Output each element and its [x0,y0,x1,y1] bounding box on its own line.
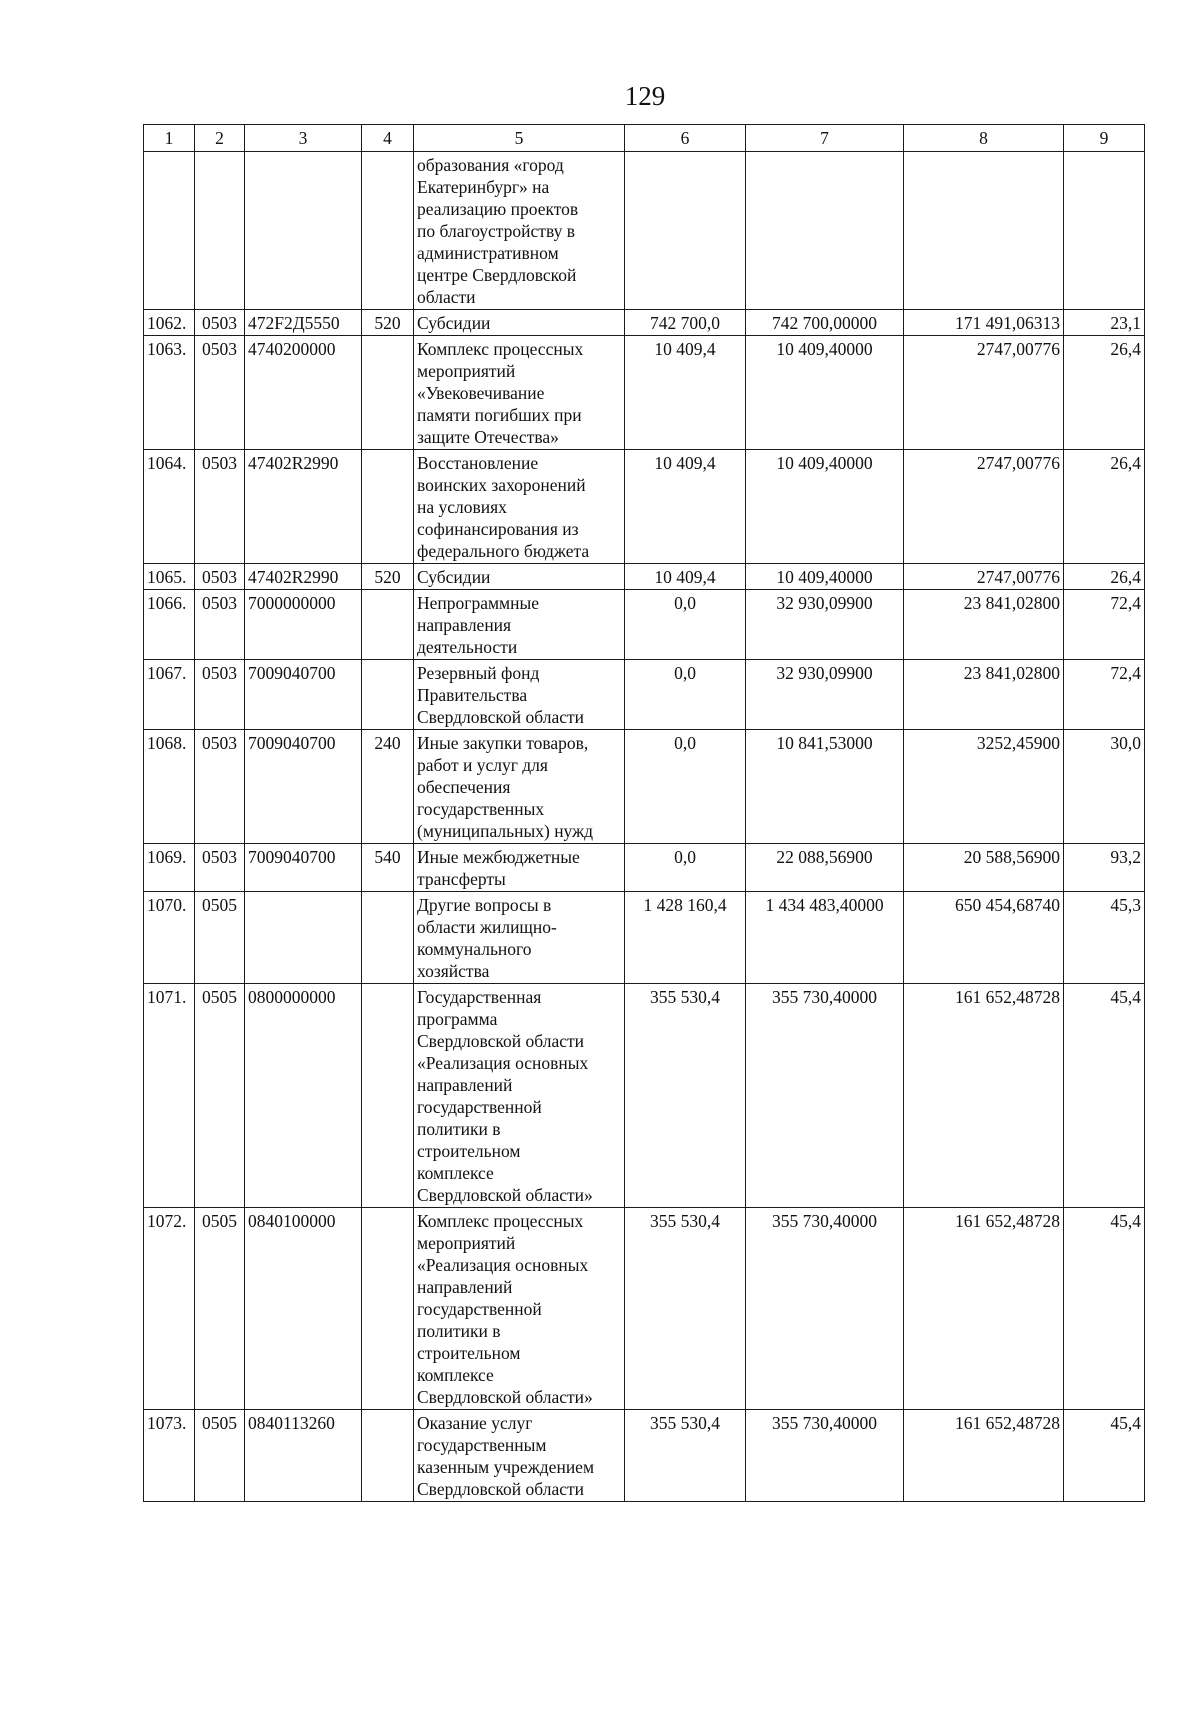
section-code [195,152,245,310]
value-col-8: 161 652,48728 [904,1208,1064,1410]
expense-type: 240 [362,730,414,844]
value-col-9: 45,4 [1064,984,1145,1208]
value-col-6: 0,0 [625,730,746,844]
section-code: 0505 [195,1410,245,1502]
item-name: Комплекс процессных мероприятий «Увековечивание памяти погибших при защите Отечества» [414,336,625,450]
item-name: Комплекс процессных мероприятий «Реализация основных направлений государственной политики в строительном комплексе Свердловской области» [414,1208,625,1410]
value-col-6: 355 530,4 [625,984,746,1208]
value-col-7: 355 730,40000 [746,1410,904,1502]
column-header-9: 9 [1064,125,1145,152]
value-col-7: 355 730,40000 [746,1208,904,1410]
expense-type [362,1410,414,1502]
value-col-9 [1064,152,1145,310]
target-code: 7009040700 [245,844,362,892]
row-number: 1064. [144,450,195,564]
row-number: 1069. [144,844,195,892]
item-name: Непрограммные направления деятельности [414,590,625,660]
item-name: Другие вопросы в области жилищно- коммунального хозяйства [414,892,625,984]
row-number: 1067. [144,660,195,730]
value-col-7: 32 930,09900 [746,660,904,730]
column-header-6: 6 [625,125,746,152]
value-col-7: 10 409,40000 [746,564,904,590]
value-col-9: 26,4 [1064,564,1145,590]
value-col-8: 2747,00776 [904,450,1064,564]
value-col-6: 10 409,4 [625,450,746,564]
value-col-8: 171 491,06313 [904,310,1064,336]
item-name: Оказание услуг государственным казенным учреждением Свердловской области [414,1410,625,1502]
target-code: 7009040700 [245,660,362,730]
table-row [144,152,1145,310]
expense-type [362,590,414,660]
value-col-8: 161 652,48728 [904,984,1064,1208]
expense-type [362,892,414,984]
value-col-7: 10 409,40000 [746,336,904,450]
budget-table [143,124,1145,1502]
row-number: 1068. [144,730,195,844]
row-number: 1070. [144,892,195,984]
value-col-6: 10 409,4 [625,336,746,450]
row-number: 1072. [144,1208,195,1410]
column-header-3: 3 [245,125,362,152]
target-code: 472F2Д5550 [245,310,362,336]
expense-type: 520 [362,564,414,590]
row-number: 1063. [144,336,195,450]
value-col-8: 23 841,02800 [904,590,1064,660]
item-name: Иные межбюджетные трансферты [414,844,625,892]
row-number: 1066. [144,590,195,660]
item-name: Государственная программа Свердловской области «Реализация основных направлений государственной политики в строительном комплексе Свердловской области» [414,984,625,1208]
table-row [144,844,1145,892]
section-code: 0505 [195,892,245,984]
value-col-9: 45,3 [1064,892,1145,984]
value-col-7: 742 700,00000 [746,310,904,336]
target-code: 0800000000 [245,984,362,1208]
target-code [245,152,362,310]
value-col-8: 20 588,56900 [904,844,1064,892]
target-code [245,892,362,984]
value-col-7: 355 730,40000 [746,984,904,1208]
value-col-8: 3252,45900 [904,730,1064,844]
section-code: 0505 [195,1208,245,1410]
item-name: Субсидии [414,564,625,590]
page-number: 129 [624,81,666,111]
expense-type [362,1208,414,1410]
value-col-7: 10 409,40000 [746,450,904,564]
row-number: 1073. [144,1410,195,1502]
value-col-8: 650 454,68740 [904,892,1064,984]
column-header-7: 7 [746,125,904,152]
target-code: 7009040700 [245,730,362,844]
expense-type [362,450,414,564]
expense-type [362,660,414,730]
value-col-6: 0,0 [625,590,746,660]
value-col-7: 22 088,56900 [746,844,904,892]
expense-type: 520 [362,310,414,336]
item-name: Восстановление воинских захоронений на условиях софинансирования из федерального бюджета [414,450,625,564]
column-header-4: 4 [362,125,414,152]
target-code: 47402R2990 [245,564,362,590]
row-number: 1065. [144,564,195,590]
header-row [144,125,1145,152]
value-col-6: 355 530,4 [625,1208,746,1410]
value-col-6: 0,0 [625,844,746,892]
row-number: 1071. [144,984,195,1208]
section-code: 0503 [195,336,245,450]
value-col-9: 72,4 [1064,590,1145,660]
table-row [144,450,1145,564]
row-number [144,152,195,310]
section-code: 0503 [195,450,245,564]
column-header-2: 2 [195,125,245,152]
value-col-6: 355 530,4 [625,1410,746,1502]
column-header-1: 1 [144,125,195,152]
value-col-6: 742 700,0 [625,310,746,336]
value-col-8 [904,152,1064,310]
value-col-6: 1 428 160,4 [625,892,746,984]
value-col-9: 26,4 [1064,450,1145,564]
table-row [144,310,1145,336]
value-col-9: 72,4 [1064,660,1145,730]
table-row [144,984,1145,1208]
table-row [144,336,1145,450]
section-code: 0503 [195,730,245,844]
value-col-8: 161 652,48728 [904,1410,1064,1502]
value-col-6 [625,152,746,310]
table-row [144,590,1145,660]
item-name: образования «город Екатеринбург» на реализацию проектов по благоустройству в административном центре Свердловской области [414,152,625,310]
value-col-7: 1 434 483,40000 [746,892,904,984]
column-header-8: 8 [904,125,1064,152]
table-row [144,1208,1145,1410]
value-col-6: 0,0 [625,660,746,730]
section-code: 0505 [195,984,245,1208]
value-col-9: 45,4 [1064,1410,1145,1502]
value-col-9: 26,4 [1064,336,1145,450]
target-code: 0840100000 [245,1208,362,1410]
table-row [144,892,1145,984]
value-col-7: 32 930,09900 [746,590,904,660]
value-col-6: 10 409,4 [625,564,746,590]
target-code: 47402R2990 [245,450,362,564]
target-code: 7000000000 [245,590,362,660]
item-name: Резервный фонд Правительства Свердловской области [414,660,625,730]
section-code: 0503 [195,590,245,660]
table-row [144,730,1145,844]
table-header [144,125,1145,152]
expense-type: 540 [362,844,414,892]
expense-type [362,336,414,450]
section-code: 0503 [195,660,245,730]
value-col-9: 45,4 [1064,1208,1145,1410]
value-col-9: 30,0 [1064,730,1145,844]
value-col-8: 23 841,02800 [904,660,1064,730]
target-code: 4740200000 [245,336,362,450]
section-code: 0503 [195,844,245,892]
column-header-5: 5 [414,125,625,152]
table-row [144,564,1145,590]
value-col-8: 2747,00776 [904,564,1064,590]
item-name: Субсидии [414,310,625,336]
table-row [144,660,1145,730]
item-name: Иные закупки товаров, работ и услуг для обеспечения государственных (муниципальных) нужд [414,730,625,844]
target-code: 0840113260 [245,1410,362,1502]
expense-type [362,152,414,310]
expense-type [362,984,414,1208]
table-body [144,152,1145,1502]
section-code: 0503 [195,310,245,336]
value-col-9: 93,2 [1064,844,1145,892]
value-col-9: 23,1 [1064,310,1145,336]
value-col-8: 2747,00776 [904,336,1064,450]
row-number: 1062. [144,310,195,336]
value-col-7 [746,152,904,310]
section-code: 0503 [195,564,245,590]
table-row [144,1410,1145,1502]
value-col-7: 10 841,53000 [746,730,904,844]
